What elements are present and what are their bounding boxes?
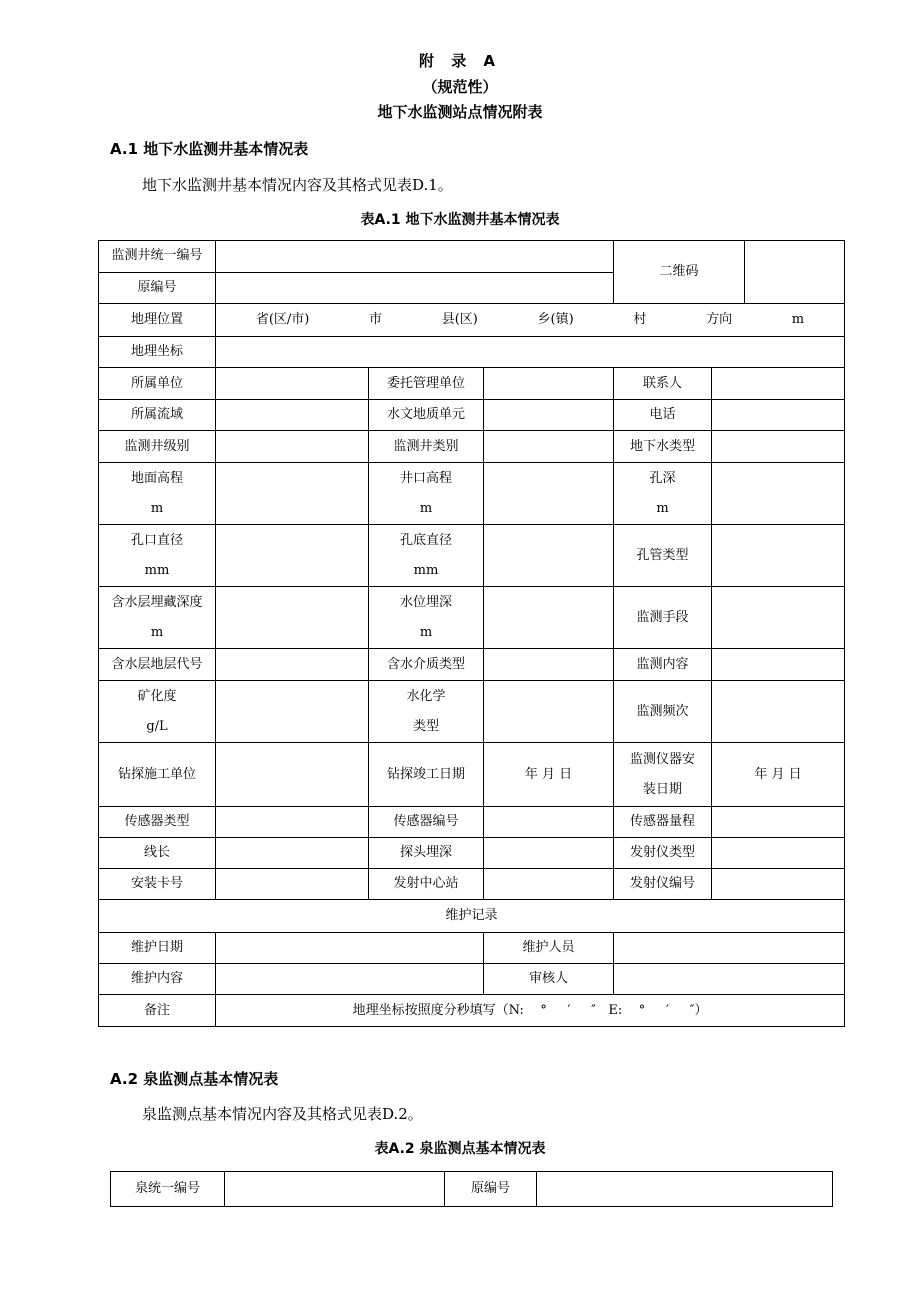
cell-label: 原编号 bbox=[99, 272, 216, 304]
cell-value[interactable] bbox=[216, 743, 369, 807]
table-a1-caption: 表A.1 地下水监测井基本情况表 bbox=[360, 212, 560, 228]
qr-label: 二维码 bbox=[614, 241, 745, 303]
cell-label bbox=[99, 525, 216, 587]
unit-text: m bbox=[150, 624, 164, 640]
cell-value[interactable] bbox=[484, 649, 614, 681]
cell-label bbox=[369, 463, 484, 525]
section-a1-heading: A.1 地下水监测井基本情况表 bbox=[110, 140, 309, 158]
cell-label bbox=[369, 587, 484, 649]
label-text: 装日期 bbox=[643, 781, 683, 797]
cell-label bbox=[369, 681, 484, 743]
cell-value[interactable] bbox=[216, 241, 614, 273]
unit-text: mm bbox=[144, 562, 170, 578]
loc-meter: m bbox=[791, 312, 805, 327]
cell-label: 传感器类型 bbox=[99, 807, 216, 838]
cell-value[interactable] bbox=[712, 649, 845, 681]
unit-text: m bbox=[419, 500, 433, 516]
cell-value[interactable] bbox=[216, 964, 484, 995]
cell-label: 线长 bbox=[99, 838, 216, 869]
label-text: 类型 bbox=[412, 718, 439, 734]
cell-label: 监测频次 bbox=[614, 681, 712, 743]
date-field[interactable]: 年 月 日 bbox=[712, 743, 845, 807]
cell-value[interactable] bbox=[712, 587, 845, 649]
cell-value[interactable] bbox=[484, 431, 614, 463]
section-a2-heading: A.2 泉监测点基本情况表 bbox=[110, 1070, 279, 1088]
remark-text[interactable]: 地理坐标按照度分秒填写（N: ° ′ ″ E: ° ′ ″） bbox=[216, 995, 845, 1027]
cell-value[interactable] bbox=[712, 525, 845, 587]
cell-label: 传感器编号 bbox=[369, 807, 484, 838]
appendix-label: 附 录 A bbox=[418, 52, 502, 70]
cell-label bbox=[614, 463, 712, 525]
label-text: 井口高程 bbox=[399, 470, 452, 486]
section-a2-paragraph: 泉监测点基本情况内容及其格式见表D.2。 bbox=[142, 1105, 423, 1123]
cell-value[interactable] bbox=[537, 1172, 833, 1207]
label-text: 监测仪器安 bbox=[630, 751, 696, 767]
cell-value[interactable] bbox=[484, 368, 614, 400]
cell-label: 水文地质单元 bbox=[369, 400, 484, 431]
cell-label: 审核人 bbox=[484, 964, 614, 995]
label-text: 水位埋深 bbox=[399, 594, 452, 610]
cell-value[interactable] bbox=[216, 337, 845, 368]
cell-value[interactable] bbox=[484, 681, 614, 743]
cell-value[interactable] bbox=[712, 869, 845, 900]
cell-label: 监测内容 bbox=[614, 649, 712, 681]
cell-value[interactable] bbox=[216, 400, 369, 431]
cell-value[interactable] bbox=[712, 838, 845, 869]
cell-label: 探头埋深 bbox=[369, 838, 484, 869]
cell-value[interactable] bbox=[712, 681, 845, 743]
cell-value[interactable] bbox=[712, 463, 845, 525]
cell-value[interactable] bbox=[216, 431, 369, 463]
section-a1-paragraph: 地下水监测井基本情况内容及其格式见表D.1。 bbox=[142, 176, 453, 194]
cell-value[interactable] bbox=[712, 807, 845, 838]
cell-value[interactable] bbox=[216, 681, 369, 743]
cell-value[interactable] bbox=[484, 463, 614, 525]
cell-label: 维护内容 bbox=[99, 964, 216, 995]
table-a1 bbox=[98, 240, 845, 1027]
location-fields[interactable] bbox=[216, 304, 845, 337]
normative-label: （规范性） bbox=[422, 78, 498, 96]
cell-label bbox=[99, 681, 216, 743]
cell-value[interactable] bbox=[484, 587, 614, 649]
label-text: 孔深 bbox=[649, 470, 676, 486]
cell-value[interactable] bbox=[484, 400, 614, 431]
cell-value[interactable] bbox=[484, 838, 614, 869]
cell-label: 联系人 bbox=[614, 368, 712, 400]
loc-direction: 方向 bbox=[706, 312, 733, 327]
cell-value[interactable] bbox=[216, 649, 369, 681]
cell-value[interactable] bbox=[216, 838, 369, 869]
cell-value[interactable] bbox=[216, 463, 369, 525]
cell-label: 安装卡号 bbox=[99, 869, 216, 900]
date-field[interactable]: 年 月 日 bbox=[484, 743, 614, 807]
cell-label: 地理位置 bbox=[99, 304, 216, 337]
cell-value[interactable] bbox=[712, 431, 845, 463]
cell-value[interactable] bbox=[614, 933, 845, 964]
cell-label: 传感器量程 bbox=[614, 807, 712, 838]
cell-label: 监测井统一编号 bbox=[99, 241, 216, 273]
cell-value[interactable] bbox=[614, 964, 845, 995]
unit-text: g/L bbox=[146, 718, 168, 734]
cell-label bbox=[614, 241, 845, 304]
cell-label: 含水层地层代号 bbox=[99, 649, 216, 681]
cell-value[interactable] bbox=[216, 587, 369, 649]
cell-value[interactable] bbox=[225, 1172, 445, 1207]
unit-text: m bbox=[150, 500, 164, 516]
cell-value[interactable] bbox=[712, 368, 845, 400]
loc-city: 市 bbox=[369, 312, 383, 327]
cell-label: 含水介质类型 bbox=[369, 649, 484, 681]
cell-value[interactable] bbox=[216, 368, 369, 400]
cell-label: 孔管类型 bbox=[614, 525, 712, 587]
maintenance-header: 维护记录 bbox=[99, 900, 845, 933]
label-text: 矿化度 bbox=[137, 688, 177, 704]
cell-label: 所属流域 bbox=[99, 400, 216, 431]
cell-label: 维护日期 bbox=[99, 933, 216, 964]
cell-value[interactable] bbox=[216, 525, 369, 587]
cell-label: 泉统一编号 bbox=[111, 1172, 225, 1207]
unit-text: m bbox=[419, 624, 433, 640]
cell-label: 监测井级别 bbox=[99, 431, 216, 463]
qr-value[interactable] bbox=[745, 241, 844, 303]
label-text: 孔口直径 bbox=[130, 532, 183, 548]
cell-label: 发射仪类型 bbox=[614, 838, 712, 869]
cell-label: 原编号 bbox=[445, 1172, 537, 1207]
cell-label: 监测井类别 bbox=[369, 431, 484, 463]
cell-value[interactable] bbox=[216, 807, 369, 838]
unit-text: mm bbox=[413, 562, 439, 578]
label-text: 孔底直径 bbox=[399, 532, 452, 548]
cell-value[interactable] bbox=[484, 525, 614, 587]
cell-label: 发射仪编号 bbox=[614, 869, 712, 900]
cell-label: 地理坐标 bbox=[99, 337, 216, 368]
cell-label: 钻探施工单位 bbox=[99, 743, 216, 807]
cell-label bbox=[614, 743, 712, 807]
unit-text: m bbox=[656, 500, 669, 516]
cell-label: 地下水类型 bbox=[614, 431, 712, 463]
label-text: 地面高程 bbox=[130, 470, 183, 486]
loc-province: 省(区/市) bbox=[255, 312, 310, 327]
table-a2 bbox=[110, 1171, 833, 1207]
loc-village: 村 bbox=[633, 312, 647, 327]
cell-label: 钻探竣工日期 bbox=[369, 743, 484, 807]
cell-value[interactable] bbox=[216, 933, 484, 964]
cell-label: 维护人员 bbox=[484, 933, 614, 964]
cell-label bbox=[369, 525, 484, 587]
cell-label: 电话 bbox=[614, 400, 712, 431]
cell-label: 所属单位 bbox=[99, 368, 216, 400]
cell-label bbox=[99, 463, 216, 525]
cell-label: 发射中心站 bbox=[369, 869, 484, 900]
cell-value[interactable] bbox=[484, 869, 614, 900]
label-text: 水化学 bbox=[406, 688, 446, 704]
cell-value[interactable] bbox=[216, 272, 614, 304]
cell-label bbox=[99, 587, 216, 649]
cell-label: 备注 bbox=[99, 995, 216, 1027]
cell-value[interactable] bbox=[216, 869, 369, 900]
cell-value[interactable] bbox=[712, 400, 845, 431]
loc-county: 县(区) bbox=[441, 312, 478, 327]
cell-label: 委托管理单位 bbox=[369, 368, 484, 400]
cell-value[interactable] bbox=[484, 807, 614, 838]
loc-town: 乡(镇) bbox=[537, 312, 574, 327]
table-a2-caption: 表A.2 泉监测点基本情况表 bbox=[374, 1141, 546, 1157]
cell-label: 监测手段 bbox=[614, 587, 712, 649]
label-text: 含水层埋藏深度 bbox=[111, 594, 203, 610]
appendix-title: 地下水监测站点情况附表 bbox=[377, 103, 543, 121]
